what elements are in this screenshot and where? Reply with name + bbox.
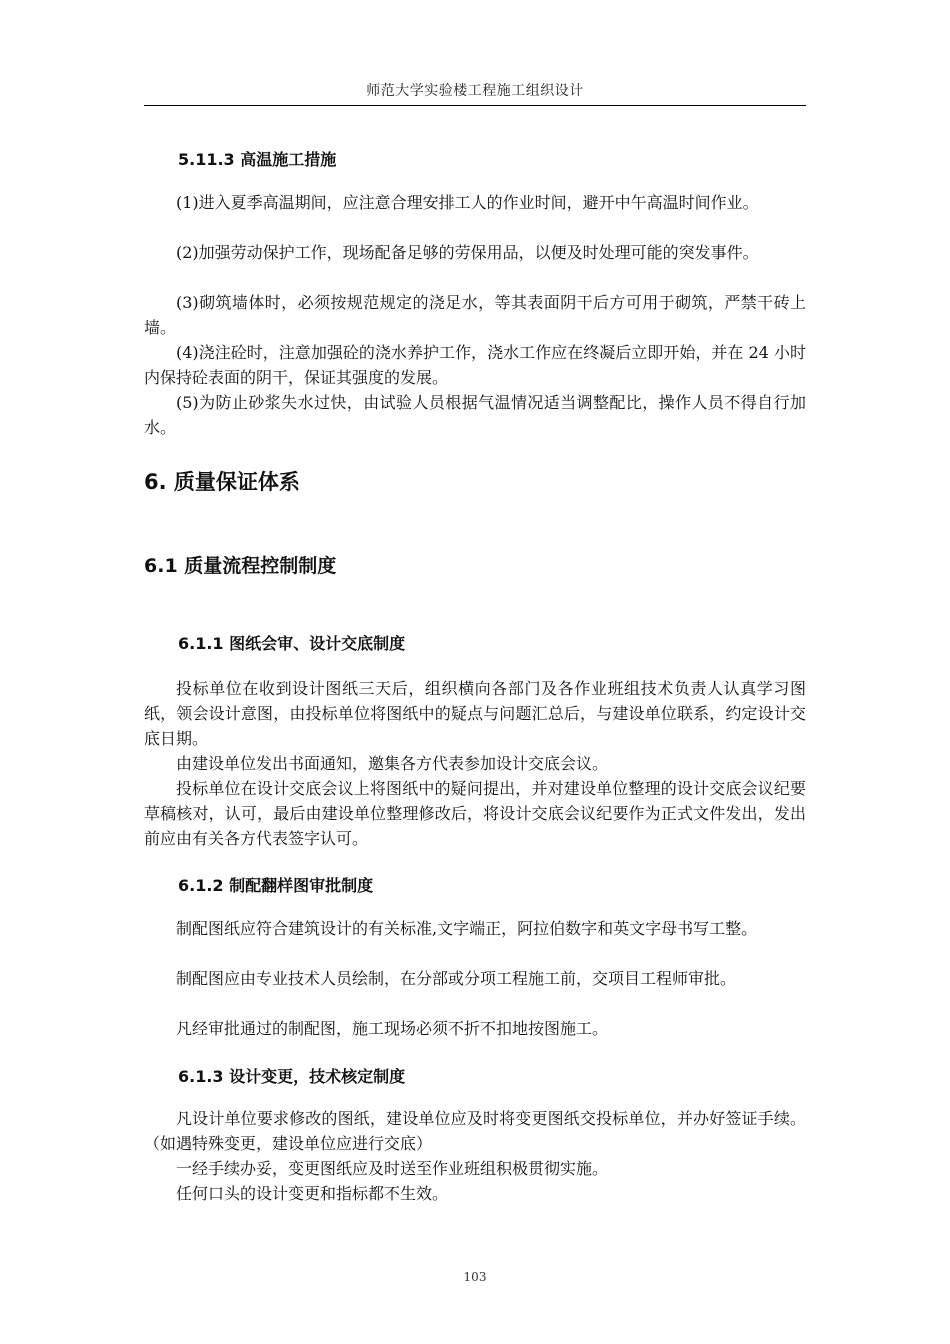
paragraph: 制配图纸应符合建筑设计的有关标准,文字端正，阿拉伯数字和英文字母书写工整。 bbox=[176, 919, 758, 938]
header-title: 师范大学实验楼工程施工组织设计 bbox=[366, 83, 584, 99]
paragraph: 凡经审批通过的制配图，施工现场必须不折不扣地按图施工。 bbox=[176, 1019, 609, 1038]
section-heading: 5.11.3 高温施工措施 bbox=[178, 150, 337, 169]
subsection-heading: 6.1.2 制配翻样图审批制度 bbox=[178, 876, 374, 895]
paragraph: 投标单位在收到设计图纸三天后，组织横向各部门及各作业班组技术负责人认真学习图纸，领会设计意图，由投标单位将图纸中的疑点与问题汇总后，与建设单位联系，约定设计交底日期。 bbox=[144, 679, 806, 748]
header-rule bbox=[144, 105, 806, 106]
chapter-heading: 6. 质量保证体系 bbox=[144, 470, 300, 494]
paragraph: 任何口头的设计变更和指标都不生效。 bbox=[176, 1184, 449, 1203]
page-number: 103 bbox=[463, 1270, 487, 1284]
paragraph: (2)加强劳动保护工作，现场配备足够的劳保用品，以便及时处理可能的突发事件。 bbox=[176, 243, 759, 262]
paragraph: (3)砌筑墙体时，必须按规范规定的浇足水，等其表面阴干后方可用于砌筑，严禁干砖上墙。 bbox=[144, 293, 806, 337]
paragraph: 由建设单位发出书面通知，邀集各方代表参加设计交底会议。 bbox=[176, 754, 609, 773]
paragraph: 制配图应由专业技术人员绘制，在分部或分项工程施工前，交项目工程师审批。 bbox=[176, 969, 737, 988]
paragraph: 凡设计单位要求修改的图纸，建设单位应及时将变更图纸交投标单位，并办好签证手续。（如遇特殊变更，建设单位应进行交底） bbox=[144, 1109, 806, 1153]
subsection-heading: 6.1.1 图纸会审、设计交底制度 bbox=[178, 634, 406, 653]
paragraph: 投标单位在设计交底会议上将图纸中的疑问提出，并对建设单位整理的设计交底会议纪要草稿核对，认可，最后由建设单位整理修改后，将设计交底会议纪要作为正式文件发出，发出前应由有关各方代表签字认可。 bbox=[144, 779, 806, 848]
section-heading: 6.1 质量流程控制制度 bbox=[144, 555, 337, 577]
paragraph: (5)为防止砂浆失水过快，由试验人员根据气温情况适当调整配比，操作人员不得自行加水。 bbox=[144, 393, 806, 437]
subsection-heading: 6.1.3 设计变更，技术核定制度 bbox=[178, 1067, 406, 1086]
paragraph: (1)进入夏季高温期间，应注意合理安排工人的作业时间，避开中午高温时间作业。 bbox=[176, 193, 759, 212]
paragraph: 一经手续办妥，变更图纸应及时送至作业班组积极贯彻实施。 bbox=[176, 1159, 609, 1178]
paragraph: (4)浇注砼时，注意加强砼的浇水养护工作，浇水工作应在终凝后立即开始，并在 24 小时内保持砼表面的阴干，保证其强度的发展。 bbox=[144, 343, 806, 387]
